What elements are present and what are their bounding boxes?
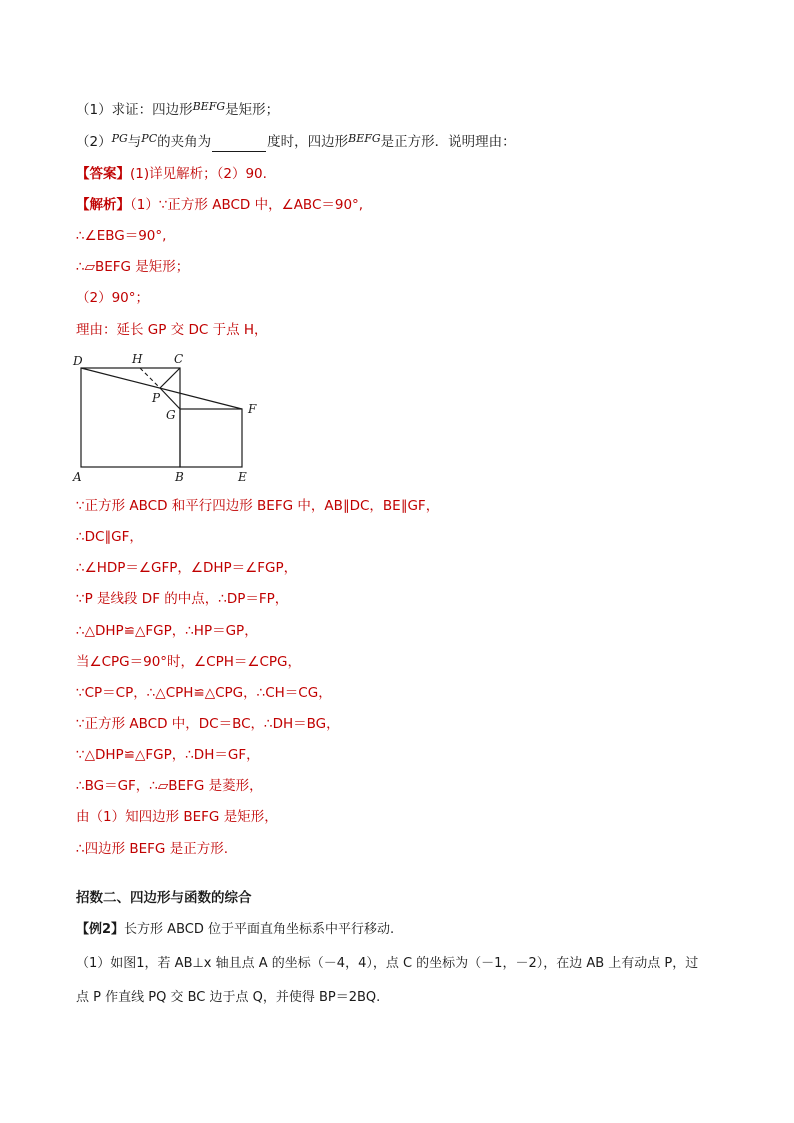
proof-line-8: ∵正方形 ABCD 中，DC＝BC，∴DH＝BG， <box>76 716 340 732</box>
answer-text: (1)详见解析；（2）90. <box>130 166 267 182</box>
label-f: F <box>248 402 257 416</box>
q1-suffix: 是矩形； <box>225 102 280 118</box>
segment-df <box>81 368 242 409</box>
label-h: H <box>132 352 143 366</box>
answer-blank <box>212 137 266 152</box>
section-title: 招数二、四边形与函数的综合 <box>76 890 252 906</box>
analysis-line-4: 理由：延长 GP 交 DC 于点 H， <box>76 322 268 338</box>
answer-line <box>76 165 267 183</box>
label-d: D <box>73 354 83 368</box>
analysis-line-1: ∴∠EBG＝90°, <box>76 228 167 244</box>
analysis-line <box>76 196 363 214</box>
q2-math-pg: PG <box>111 132 128 145</box>
label-c: C <box>174 352 184 366</box>
q2-math-pc: PC <box>141 132 158 145</box>
label-a: A <box>73 470 82 484</box>
question-1-line <box>76 101 279 120</box>
proof-line-4: ∵P 是线段 DF 的中点，∴DP＝FP， <box>76 591 289 607</box>
example-text: 长方形 ABCD 位于平面直角坐标系中平行移动. <box>124 922 395 937</box>
proof-line-12: ∴四边形 BEFG 是正方形. <box>76 841 228 857</box>
analysis-line-2: ∴▱BEFG 是矩形； <box>76 259 190 275</box>
example-line <box>76 921 394 939</box>
analysis-line-3: （2）90°； <box>76 290 150 306</box>
proof-line-6: 当∠CPG＝90°时，∠CPH＝∠CPG， <box>76 654 302 670</box>
q1-math: BEFG <box>192 100 226 113</box>
label-g: G <box>166 408 176 422</box>
example-q1-line1: （1）如图1，若 AB⊥x 轴且点 A 的坐标（－4，4），点 C 的坐标为（－1，－2），在边 AB 上有动点 P，过 <box>76 956 699 971</box>
proof-line-10: ∴BG＝GF，∴▱BEFG 是菱形， <box>76 778 263 794</box>
label-p: P <box>152 391 161 405</box>
proof-line-11: 由（1）知四边形 BEFG 是矩形， <box>76 809 278 825</box>
geometry-figure <box>68 348 278 488</box>
q2-mid3: 度时，四边形 <box>267 134 349 150</box>
label-e: E <box>238 470 247 484</box>
proof-line-2: ∴DC∥GF， <box>76 529 143 545</box>
rectangle-befg <box>180 409 242 467</box>
analysis-tag: 【解析】 <box>76 197 130 213</box>
example-tag: 【例2】 <box>76 922 125 937</box>
proof-line-9: ∵△DHP≌△FGP，∴DH＝GF， <box>76 747 260 763</box>
proof-line-5: ∴△DHP≌△FGP，∴HP＝GP， <box>76 623 258 639</box>
q2-mid2: 的夹角为 <box>157 134 212 150</box>
answer-tag: 【答案】 <box>76 166 130 182</box>
question-2-line <box>76 133 516 152</box>
segment-cp <box>160 368 180 388</box>
q2-prefix: （2） <box>76 134 112 150</box>
q2-math-befg: BEFG <box>348 132 381 145</box>
q2-suffix: 是正方形．说明理由： <box>380 134 516 150</box>
proof-line-3: ∴∠HDP＝∠GFP，∠DHP＝∠FGP， <box>76 560 298 576</box>
q2-mid1: 与 <box>127 134 142 150</box>
proof-line-1: ∵正方形 ABCD 和平行四边形 BEFG 中，AB∥DC，BE∥GF， <box>76 498 440 514</box>
label-b: B <box>175 470 184 484</box>
q1-prefix: （1）求证：四边形 <box>76 102 193 118</box>
proof-line-7: ∵CP＝CP，∴△CPH≌△CPG，∴CH＝CG， <box>76 685 332 701</box>
example-q1-line2: 点 P 作直线 PQ 交 BC 边于点 Q，并使得 BP＝2BQ. <box>76 990 381 1005</box>
analysis-text: （1）∵正方形 ABCD 中，∠ABC＝90°, <box>130 197 364 213</box>
